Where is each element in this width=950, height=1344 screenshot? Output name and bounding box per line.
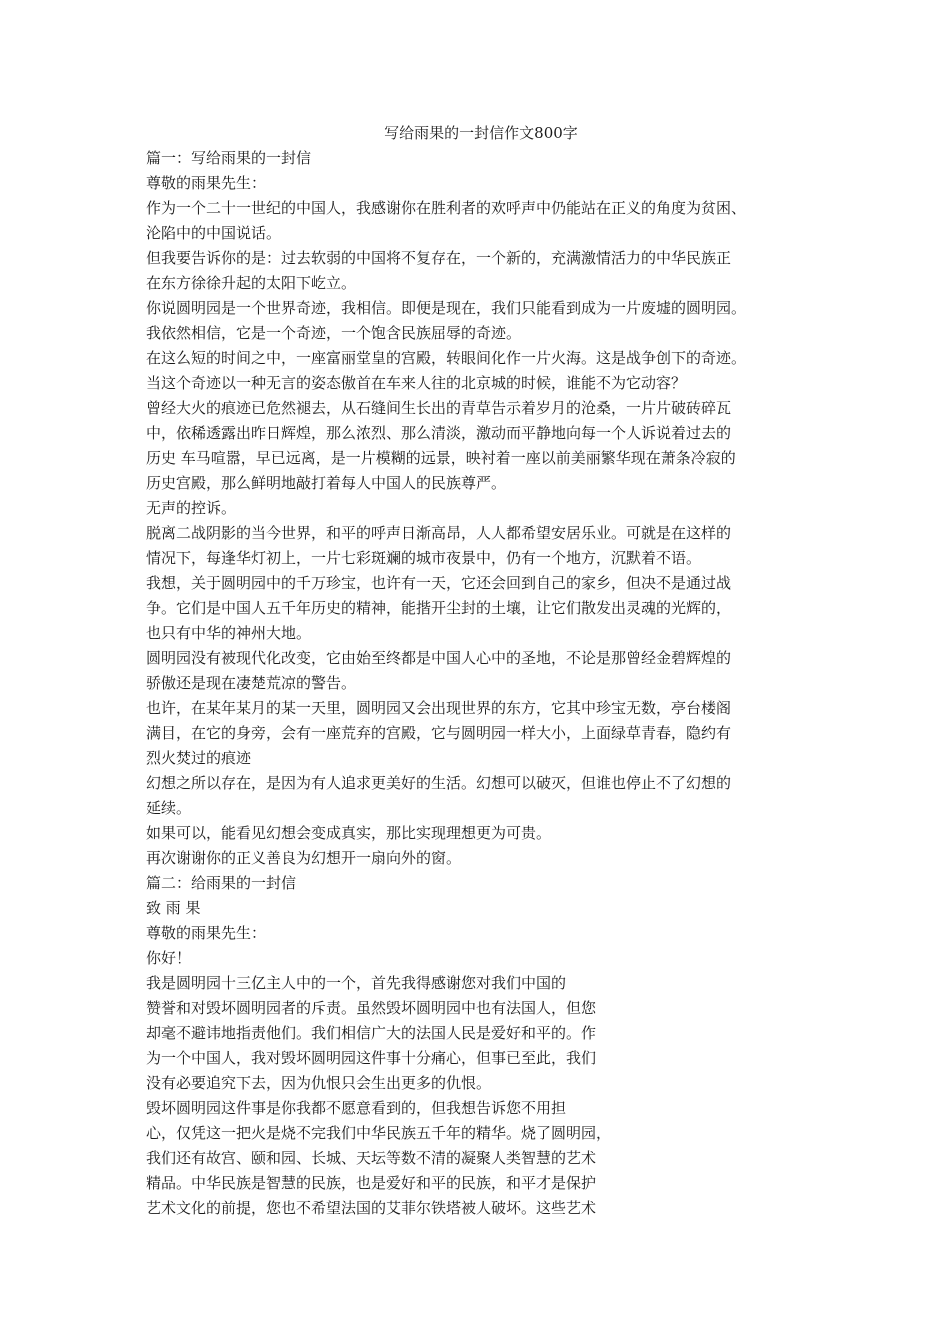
text-line: 无声的控诉。 (146, 499, 237, 517)
text-line: 历史宫殿，那么鲜明地敲打着每人中国人的民族尊严。 (146, 474, 507, 492)
text-line: 但我要告诉你的是：过去软弱的中国将不复存在，一个新的，充满激情活力的中华民族正 (146, 249, 732, 267)
text-line: 篇二：给雨果的一封信 (146, 874, 297, 892)
document-body (146, 146, 816, 1221)
text-line: 曾经大火的痕迹已危然褪去，从石缝间生长出的青草告示着岁月的沧桑，一片片破砖碎瓦 (146, 399, 732, 417)
text-line: 尊敬的雨果先生： (146, 174, 267, 192)
text-line: 情况下，每逢华灯初上，一片七彩斑斓的城市夜景中，仍有一个地方，沉默着不语。 (146, 549, 702, 567)
text-line: 中，依稀透露出昨日辉煌，那么浓烈、那么清淡，激动而平静地向每一个人诉说着过去的 (146, 424, 732, 442)
text-line: 我依然相信，它是一个奇迹，一个饱含民族屈辱的奇迹。 (146, 324, 522, 342)
text-line: 毁坏圆明园这件事是你我都不愿意看到的，但我想告诉您不用担 (146, 1099, 567, 1117)
document-page (146, 120, 816, 1221)
text-line: 没有必要追究下去，因为仇恨只会生出更多的仇恨。 (146, 1074, 492, 1092)
text-line: 却毫不避讳地指责他们。我们相信广大的法国人民是爱好和平的。作 (146, 1024, 597, 1042)
text-line: 也许，在某年某月的某一天里，圆明园又会出现世界的东方，它其中珍宝无数，亭台楼阁 (146, 699, 732, 717)
text-line: 赞誉和对毁坏圆明园者的斥责。虽然毁坏圆明园中也有法国人，但您 (146, 999, 597, 1017)
text-line: 我是圆明园十三亿主人中的一个，首先我得感谢您对我们中国的 (146, 974, 567, 992)
text-line: 致 雨 果 (146, 899, 201, 917)
text-line: 在这么短的时间之中，一座富丽堂皇的宫殿，转眼间化作一片火海。这是战争创下的奇迹。 (146, 349, 747, 367)
text-line: 烈火焚过的痕迹 (146, 749, 252, 767)
text-line: 当这个奇迹以一种无言的姿态傲首在车来人往的北京城的时候，谁能不为它动容？ (146, 374, 687, 392)
text-line: 再次谢谢你的正义善良为幻想开一扇向外的窗。 (146, 849, 462, 867)
text-line: 满目，在它的身旁，会有一座荒弃的宫殿，它与圆明园一样大小，上面绿草青春，隐约有 (146, 724, 732, 742)
text-line: 脱离二战阴影的当今世界，和平的呼声日渐高昂，人人都希望安居乐业。可就是在这样的 (146, 524, 732, 542)
text-line: 争。它们是中国人五千年历史的精神，能揩开尘封的土壤，让它们散发出灵魂的光辉的， (146, 599, 732, 617)
text-line: 我们还有故宫、颐和园、长城、天坛等数不清的凝聚人类智慧的艺术 (146, 1149, 597, 1167)
text-line: 骄傲还是现在凄楚荒凉的警告。 (146, 674, 357, 692)
text-line: 心，仅凭这一把火是烧不完我们中华民族五千年的精华。烧了圆明园， (146, 1124, 612, 1142)
text-line: 尊敬的雨果先生： (146, 924, 267, 942)
text-line: 也只有中华的神州大地。 (146, 624, 312, 642)
text-line: 幻想之所以存在，是因为有人追求更美好的生活。幻想可以破灭，但谁也停止不了幻想的 (146, 774, 732, 792)
document-title: 写给雨果的一封信作文800字 (384, 124, 578, 142)
text-line: 如果可以，能看见幻想会变成真实，那比实现理想更为可贵。 (146, 824, 552, 842)
text-line: 精品。中华民族是智慧的民族，也是爱好和平的民族，和平才是保护 (146, 1174, 597, 1192)
text-line: 历史 车马喧嚣，早已远离，是一片模糊的远景，映衬着一座以前美丽繁华现在萧条冷寂的 (146, 449, 736, 467)
text-line: 在东方徐徐升起的太阳下屹立。 (146, 274, 357, 292)
text-line: 沦陷中的中国说话。 (146, 224, 282, 242)
text-line: 你好！ (146, 949, 192, 967)
text-line: 篇一：写给雨果的一封信 (146, 149, 312, 167)
text-line: 作为一个二十一世纪的中国人，我感谢你在胜利者的欢呼声中仍能站在正义的角度为贫困、 (146, 199, 747, 217)
text-line: 延续。 (146, 799, 192, 817)
text-line: 我想，关于圆明园中的千万珍宝，也许有一天，它还会回到自己的家乡，但决不是通过战 (146, 574, 732, 592)
text-line: 圆明园没有被现代化改变，它由始至终都是中国人心中的圣地，不论是那曾经金碧辉煌的 (146, 649, 732, 667)
text-line: 艺术文化的前提，您也不希望法国的艾菲尔铁塔被人破坏。这些艺术 (146, 1199, 597, 1217)
text-line: 你说圆明园是一个世界奇迹，我相信。即便是现在，我们只能看到成为一片废墟的圆明园。 (146, 299, 747, 317)
text-line: 为一个中国人，我对毁坏圆明园这件事十分痛心，但事已至此，我们 (146, 1049, 597, 1067)
